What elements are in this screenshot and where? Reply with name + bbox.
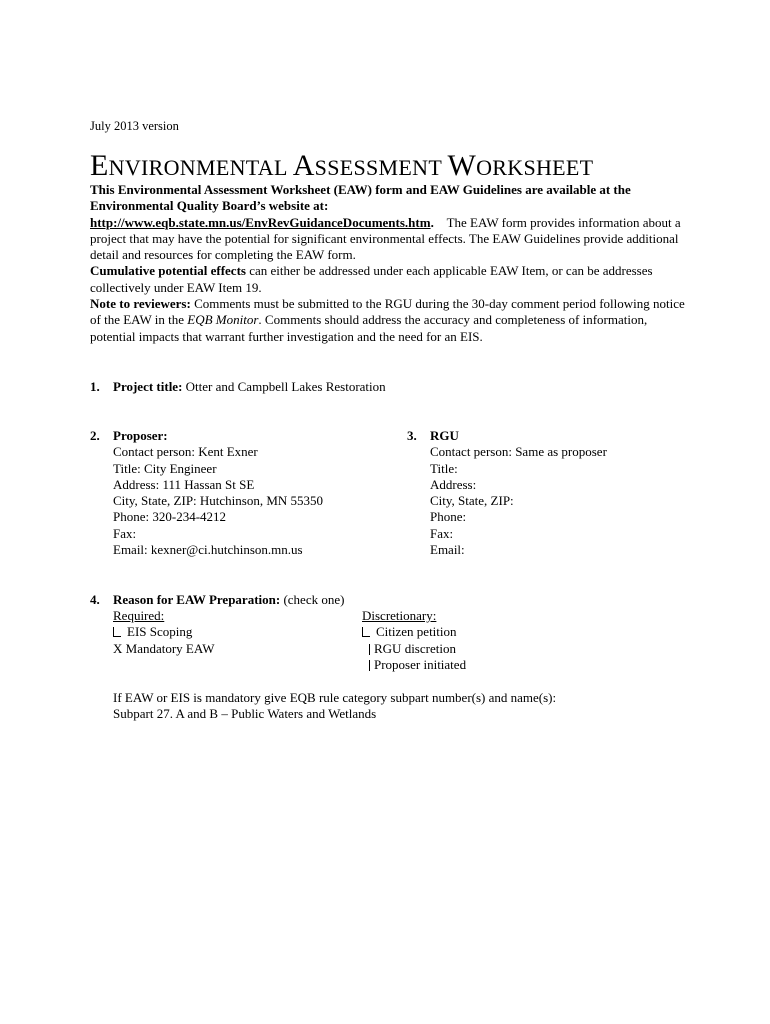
proposer-city: City, State, ZIP: Hutchinson, MN 55350 [113, 493, 324, 509]
reviewers-label: Note to reviewers: [90, 296, 191, 312]
proposer-initiated-label: Proposer initiated [374, 656, 467, 672]
rgu-city: City, State, ZIP: [430, 493, 514, 509]
discretionary-label: Discretionary: [362, 608, 437, 623]
reason-heading [113, 592, 344, 608]
version-label: July 2013 version [90, 119, 179, 133]
checkbox-icon[interactable] [369, 660, 370, 671]
reason-label: Reason for EAW Preparation: [113, 592, 281, 607]
item-3-number: 3. [407, 428, 417, 443]
proposer-initiated-option[interactable] [362, 657, 466, 673]
proposer-title: Title: City Engineer [113, 460, 217, 476]
proposer-phone: Phone: 320-234-4212 [113, 509, 227, 525]
intro-availability [90, 182, 690, 263]
rgu-fax: Fax: [430, 525, 454, 541]
cumulative-label: Cumulative potential effects [90, 263, 246, 279]
intro-section [90, 182, 690, 345]
rgu-discretion-option[interactable] [362, 641, 466, 657]
mandatory-eaw-option[interactable]: X Mandatory EAW [113, 640, 215, 656]
rgu-email: Email: [430, 542, 465, 558]
proposer-fax: Fax: [113, 525, 137, 541]
reviewers-text-1: Comments must be submitted to the RGU during the 30-day comment period following notice of the EAW in the [90, 296, 685, 328]
intro-cumulative [90, 263, 690, 296]
title-cap-1: E [90, 149, 109, 182]
proposer-address: Address: 111 Hassan St SE [113, 476, 255, 492]
intro-bold-text: This Environmental Assessment Worksheet (EAW) form and EAW Guidelines are available at the Environmental Quality Board’s website at: [90, 182, 631, 214]
link-suffix: . [430, 214, 434, 230]
required-options [113, 608, 215, 657]
project-title-label: Project title: [113, 379, 183, 394]
checkbox-icon[interactable] [369, 644, 370, 655]
rule-question: If EAW or EIS is mandatory give EQB rule category subpart number(s) and name(s): [113, 690, 557, 705]
rgu-address: Address: [430, 476, 477, 492]
item-2-number: 2. [90, 428, 100, 443]
eis-scoping-option[interactable] [113, 624, 215, 640]
rgu-block [430, 428, 607, 558]
guidance-link[interactable]: http://www.eqb.state.mn.us/EnvRevGuidanceDocuments.htm [90, 214, 431, 230]
rule-answer: Subpart 27. A and B – Public Waters and Wetlands [113, 706, 377, 722]
reviewers-text-2: . Comments should address the accuracy and completeness of information, potential impacts that warrant further investigation and the need for an EIS. [90, 312, 648, 344]
item-1-number: 1. [90, 379, 100, 394]
eqb-monitor-text: EQB Monitor [187, 312, 259, 328]
reason-hint: (check one) [280, 592, 345, 607]
discretionary-options [362, 608, 466, 673]
eis-scoping-label: EIS Scoping [127, 624, 193, 640]
rgu-phone: Phone: [430, 509, 467, 525]
title-word-1: NVIRONMENTAL [108, 155, 287, 180]
rgu-contact: Contact person: Same as proposer [430, 444, 607, 460]
title-cap-2: A [292, 149, 315, 182]
title-word-3: ORKSHEET [476, 155, 594, 180]
required-label: Required: [113, 608, 165, 623]
intro-form-text: The EAW form provides information about a project that may have the potential for significant environmental effects. The EAW Guidelines provide additional detail and resources for completing the EAW form. [90, 214, 681, 263]
rgu-label: RGU [430, 428, 459, 443]
title-word-2: SSESSMENT [314, 155, 442, 180]
document-title [90, 150, 593, 184]
item-1-project-title [113, 379, 386, 395]
proposer-email: Email: kexner@ci.hutchinson.mn.us [113, 542, 303, 558]
checkbox-icon[interactable] [113, 627, 121, 637]
item-4-number: 4. [90, 592, 100, 607]
intro-reviewers [90, 296, 690, 345]
citizen-petition-option[interactable] [362, 624, 466, 640]
proposer-label: Proposer: [113, 428, 168, 443]
citizen-petition-label: Citizen petition [376, 624, 457, 640]
rgu-title: Title: [430, 460, 458, 476]
rgu-discretion-label: RGU discretion [374, 640, 456, 656]
checkbox-icon[interactable] [362, 627, 370, 637]
rule-block [113, 690, 556, 723]
proposer-contact: Contact person: Kent Exner [113, 444, 258, 460]
project-title-value: Otter and Campbell Lakes Restoration [182, 379, 386, 394]
cumulative-text: can either be addressed under each applicable EAW Item, or can be addresses collectively under EAW Item 19. [90, 263, 653, 295]
proposer-block [113, 428, 323, 558]
title-cap-3: W [447, 149, 477, 182]
